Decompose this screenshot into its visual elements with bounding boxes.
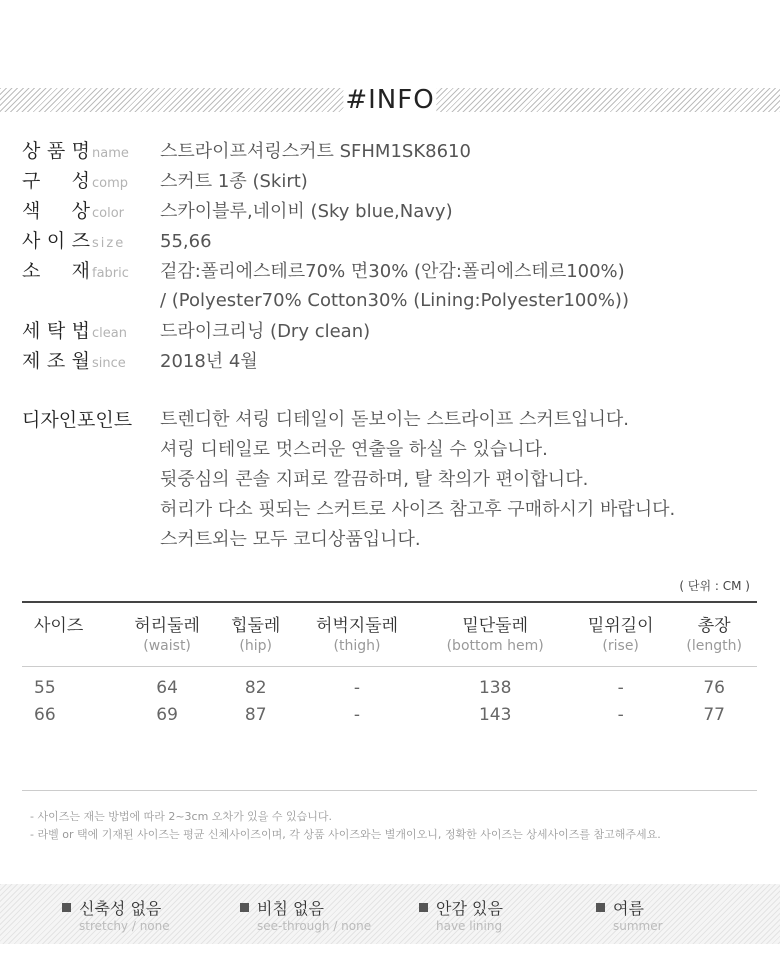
square-bullet-icon [62,903,71,912]
table-cell: 69 [156,704,178,725]
header-en: (length) [686,638,742,654]
info-value: 스카이블루,네이비 (Sky blue,Navy) [160,201,453,222]
feature-stretch [62,896,170,933]
info-label-en: name [92,146,129,161]
header-en: (thigh) [333,638,381,654]
table-cell: - [617,704,624,725]
info-row-comp [22,166,629,196]
table-bottom-divider [22,790,757,791]
unit-label: ( 단위 : CM ) [679,579,750,593]
info-row-name [22,136,629,166]
table-cell: 138 [478,677,512,698]
info-label: 제 조 월 [22,350,90,372]
header-en: (rise) [602,638,639,654]
feature-label: 안감 있음 [436,899,503,918]
info-label-en: color [92,206,125,221]
size-table [22,601,757,728]
table-cell: 87 [244,704,267,725]
header-cell [294,602,421,666]
info-value: 겉감:폴리에스테르70% 면30% (안감:폴리에스테르100%) [160,261,625,282]
header-en: (waist) [143,638,191,654]
table-cell: 76 [703,677,725,698]
table-row [22,666,757,701]
table-cell: 66 [34,704,56,725]
feature-lining [419,896,503,933]
info-row-color [22,196,629,226]
square-bullet-icon [419,903,428,912]
square-bullet-icon [596,903,605,912]
info-label-en: fabric [92,266,129,281]
header-en: (hip) [239,638,272,654]
header-cell [671,602,757,666]
info-value: 55,66 [160,231,212,252]
feature-season [596,896,663,933]
feature-label-en: see-through / none [257,919,372,933]
header-ko: 힙둘레 [231,616,281,636]
info-label: 구 성 [22,170,90,192]
feature-bar [0,884,780,944]
info-row-fabric [22,256,629,286]
info-title [339,84,440,116]
table-cell: 82 [244,677,267,698]
header-ko: 총장 [697,616,731,636]
feature-label-en: summer [613,919,663,933]
table-cell: 77 [703,704,725,725]
square-bullet-icon [240,903,249,912]
feature-label-en: stretchy / none [79,919,170,933]
table-cell: - [353,677,361,698]
info-value: 스트라이프셔링스커트 SFHM1SK8610 [160,141,471,162]
design-point-line: 뒷중심의 콘솔 지퍼로 깔끔하며, 탈 착의가 편이합니다. [160,469,589,490]
header-en: (bottom hem) [446,638,544,654]
header-cell [218,602,294,666]
info-value: 드라이크리닝 (Dry clean) [160,321,371,342]
info-row-size [22,226,629,256]
design-point-text [160,405,675,555]
header-cell [116,602,217,666]
info-label: 사 이 즈 [22,230,90,252]
info-label: 소 재 [22,260,90,282]
table-cell: 143 [478,704,512,725]
table-cell: - [353,704,361,725]
info-row-clean [22,316,629,346]
size-table-header [22,602,757,666]
design-point-line: 트렌디한 셔링 디테일이 돋보이는 스트라이프 스커트입니다. [160,409,630,430]
info-title-text: #INFO [345,85,435,115]
info-label-en: size [92,236,126,251]
feature-label-en: have lining [436,919,503,933]
info-label: 상 품 명 [22,140,90,162]
header-ko: 밑위길이 [587,616,654,636]
size-notes [30,808,661,844]
header-ko: 사이즈 [34,616,84,636]
design-point-label: 디자인포인트 [22,409,133,431]
header-ko: 밑단둘레 [462,616,529,636]
info-label: 세 탁 법 [22,320,90,342]
table-row [22,701,757,728]
info-value: 2018년 4월 [160,351,258,372]
table-cell: 64 [156,677,178,698]
feature-seethrough [240,896,371,933]
note-line: - 라벨 or 택에 기재된 사이즈는 평균 신체사이즈이며, 각 상품 사이즈와는 별개이오니, 정확한 사이즈는 상세사이즈를 참고해주세요. [30,828,661,841]
info-label: 색 상 [22,200,90,222]
note-line: - 사이즈는 재는 방법에 따라 2~3cm 오차가 있을 수 있습니다. [30,810,333,823]
info-label-en: comp [92,176,129,191]
info-value-continued: / (Polyester70% Cotton30% (Lining:Polyester100%)) [160,290,629,311]
feature-label: 비침 없음 [257,899,324,918]
info-row-since [22,346,629,376]
table-cell: 55 [34,677,56,698]
header-cell [22,602,116,666]
header-cell [420,602,570,666]
design-point-line: 셔링 디테일로 멋스러운 연출을 하실 수 있습니다. [160,439,548,460]
info-label-en: clean [92,326,127,341]
feature-label: 여름 [613,899,644,918]
header-ko: 허벅지둘레 [315,616,399,636]
design-point-line: 스커트외는 모두 코디상품입니다. [160,529,421,550]
header-cell [570,602,671,666]
table-cell: - [617,677,624,698]
info-label-en: since [92,356,126,371]
info-value: 스커트 1종 (Skirt) [160,171,308,192]
feature-label: 신축성 없음 [79,899,162,918]
header-ko: 허리둘레 [134,616,200,636]
product-info-list [22,136,629,376]
design-point-line: 허리가 다소 핏되는 스커트로 사이즈 참고후 구매하시기 바랍니다. [160,499,676,520]
